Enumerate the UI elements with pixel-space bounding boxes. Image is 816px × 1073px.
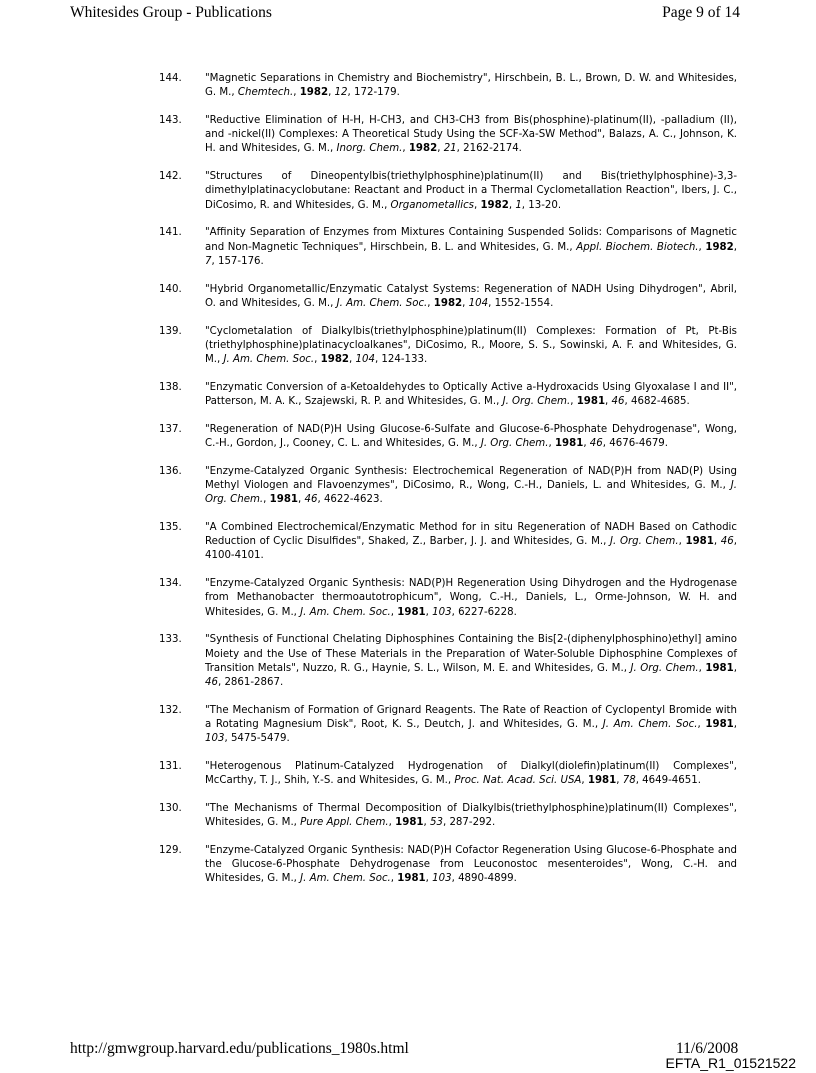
volume-number: 46 bbox=[589, 438, 603, 450]
publication-entry bbox=[159, 114, 737, 157]
page-range: 1552-1554. bbox=[494, 297, 554, 309]
publication-year: 1981 bbox=[587, 775, 617, 787]
publication-citation: "Heterogenous Platinum-Catalyzed Hydrogenation of Dialkyl(diolefin)platinum(II) Complexes", McCarthy, T. J., Shih, Y.-S. and Whitesides, G. M., Proc. Nat. Acad. Sci. USA, 1981, 78, 4649-4651. bbox=[205, 761, 737, 787]
journal-name: Appl. Biochem. Biotech. bbox=[576, 241, 699, 253]
journal-name: Inorg. Chem. bbox=[336, 143, 403, 155]
publication-number: 139. bbox=[159, 325, 182, 337]
citation-text: "Heterogenous Platinum-Catalyzed Hydrogenation of Dialkyl(diolefin)platinum(II) Complexes", McCarthy, T. J., Shih, Y.-S. and Whitesides, G. M., bbox=[205, 761, 737, 787]
citation-text: "The Mechanisms of Thermal Decomposition of Dialkylbis(triethylphosphine)platinum(II) Complexes", Whitesides, G. M., bbox=[205, 803, 737, 829]
volume-number: 21 bbox=[443, 143, 457, 155]
publication-year: 1981 bbox=[576, 396, 606, 408]
citation-text: "Reductive Elimination of H-H, H-CH3, and CH3-CH3 from Bis(phosphine)-platinum(II), -palladium (II), and -nickel(II) Complexes: A Theoretical Study Using the SCF-Xa-SW Method", Balazs, A. C., Johnson, K. H. and Whitesides, G. M., bbox=[205, 115, 737, 155]
citation-text: "Enzyme-Catalyzed Organic Synthesis: NAD(P)H Regeneration Using Dihydrogen and the Hydrogenase from Methanobacter thermoautotrophicum", Wong, C.-H., Daniels, L., Orme-Johnson, W. H. and Whitesides, G. M., bbox=[205, 578, 737, 618]
page-range: 4649-4651. bbox=[642, 775, 701, 787]
publication-number: 133. bbox=[159, 634, 182, 646]
footer-date: 11/6/2008 bbox=[676, 1040, 739, 1057]
publication-entry bbox=[159, 465, 737, 508]
volume-number: 46 bbox=[205, 677, 218, 689]
publication-citation: "Enzyme-Catalyzed Organic Synthesis: NAD(P)H Cofactor Regeneration Using Glucose-6-Phosphate and the Glucose-6-Phosphate Dehydrogenase from Leuconostoc mesenteroides", Wong, C.-H. and Whitesides, G. M., J. Am. Chem. Soc., 1981, 103, 4890-4899. bbox=[205, 845, 737, 885]
citation-text: "Regeneration of NAD(P)H Using Glucose-6-Sulfate and Glucose-6-Phosphate Dehydrogenase", Wong, C.-H., Gordon, J., Cooney, C. L. and Whitesides, G. M., bbox=[205, 423, 737, 450]
publication-entry bbox=[159, 423, 737, 451]
publication-number: 137. bbox=[159, 423, 182, 435]
publication-entry bbox=[159, 325, 737, 368]
publication-entry bbox=[159, 760, 737, 788]
volume-number: 12 bbox=[334, 87, 348, 99]
page-range: 2861-2867. bbox=[224, 677, 284, 689]
citation-text: "Magnetic Separations in Chemistry and Biochemistry", Hirschbein, B. L., Brown, D. W. and Whitesides, G. M., bbox=[205, 73, 737, 99]
citation-text: "Synthesis of Functional Chelating Diphosphines Containing the Bis[2-(diphenylphosphino)ethyl] amino Moiety and the Use of These Materials in the Preparation of Water-Soluble Diphosphine Complexes of Transition Metals", Nuzzo, R. G., Haynie, S. L., Wilson, M. E. and Whitesides, G. M., bbox=[205, 634, 737, 674]
publication-number: 140. bbox=[159, 283, 182, 295]
publication-citation: "The Mechanism of Formation of Grignard Reagents. The Rate of Reaction of Cyclopentyl Bromide with a Rotating Magnesium Disk", Root, K. S., Deutch, J. and Whitesides, G. M., J. Am. Chem. Soc., 1981, 103, 5475-5479. bbox=[205, 704, 737, 745]
publication-citation: "Enzymatic Conversion of a-Ketoaldehydes to Optically Active a-Hydroxacids Using Glyoxalase I and II", Patterson, M. A. K., Szajewski, R. P. and Whitesides, G. M., J. Org. Chem., 1981, 46, 4682-4685. bbox=[205, 381, 737, 408]
publication-number: 141. bbox=[159, 227, 182, 239]
publication-year: 1981 bbox=[705, 662, 734, 674]
publication-number: 138. bbox=[159, 381, 182, 393]
volume-number: 104 bbox=[468, 297, 489, 309]
page-range: 287-292. bbox=[449, 817, 496, 829]
journal-name: Chemtech. bbox=[237, 87, 294, 99]
publication-year: 1982 bbox=[408, 143, 438, 155]
publication-entry bbox=[159, 802, 737, 830]
journal-name: J. Org. Chem. bbox=[610, 536, 679, 548]
footer-url[interactable]: http://gmwgroup.harvard.edu/publications_1980s.html bbox=[70, 1040, 409, 1057]
publication-citation: "Structures of Dineopentylbis(triethylphosphine)platinum(II) and Bis(triethylphosphine)-3,3-dimethylplatinacyclobutane: Reactant and Product in a Thermal Cyclometallation Reaction", Ibers, J. C., DiCosimo, R. and Whitesides, G. M., Organometallics, 1982, 1, 13-20. bbox=[205, 171, 737, 211]
page-range: 5475-5479. bbox=[230, 733, 290, 745]
publication-number: 144. bbox=[159, 73, 182, 84]
page-range: 2162-2174. bbox=[463, 143, 522, 155]
publication-citation: "A Combined Electrochemical/Enzymatic Method for in situ Regeneration of NADH Based on Cathodic Reduction of Cyclic Disulfides", Shaked, Z., Barber, J. J. and Whitesides, G. M., J. Org. Chem., 1981, 46, 4100-4101. bbox=[205, 522, 737, 562]
page-range: 124-133. bbox=[381, 354, 428, 366]
journal-name: J. Org. Chem. bbox=[630, 662, 699, 674]
page-number: Page 9 of 14 bbox=[662, 4, 740, 21]
publication-year: 1982 bbox=[705, 241, 734, 253]
publication-entry bbox=[159, 633, 737, 690]
volume-number: 46 bbox=[720, 536, 734, 548]
publication-number: 129. bbox=[159, 845, 182, 857]
page-range: 172-179. bbox=[354, 87, 400, 99]
publication-year: 1981 bbox=[395, 817, 424, 829]
publication-number: 135. bbox=[159, 522, 182, 534]
publication-number: 132. bbox=[159, 704, 182, 716]
publication-number: 143. bbox=[159, 115, 182, 126]
publication-citation: "Reductive Elimination of H-H, H-CH3, and CH3-CH3 from Bis(phosphine)-platinum(II), -palladium (II), and -nickel(II) Complexes: A Theoretical Study Using the SCF-Xa-SW Method", Balazs, A. C., Johnson, K. H. and Whitesides, G. M., Inorg. Chem., 1982, 21, 2162-2174. bbox=[205, 115, 737, 155]
publication-entry bbox=[159, 844, 737, 887]
publication-citation: "Synthesis of Functional Chelating Diphosphines Containing the Bis[2-(diphenylphosphino)ethyl] amino Moiety and the Use of These Materials in the Preparation of Water-Soluble Diphosphine Complexes of Transition Metals", Nuzzo, R. G., Haynie, S. L., Wilson, M. E. and Whitesides, G. M., J. Org. Chem., 1981, 46, 2861-2867. bbox=[205, 634, 737, 689]
publication-citation: "Enzyme-Catalyzed Organic Synthesis: Electrochemical Regeneration of NAD(P)H from NAD(P) Using Methyl Viologen and Flavoenzymes", DiCosimo, R., Wong, C.-H., Daniels, L. and Whitesides, G. M., J. Org. Chem., 1981, 46, 4622-4623. bbox=[205, 465, 737, 506]
citation-text: "Affinity Separation of Enzymes from Mixtures Containing Suspended Solids: Comparisons of Magnetic and Non-Magnetic Techniques", Hirschbein, B. L. and Whitesides, G. M., bbox=[205, 227, 737, 253]
page-header-title: Whitesides Group - Publications bbox=[70, 4, 272, 21]
journal-name: J. Am. Chem. Soc. bbox=[223, 354, 315, 366]
journal-name: J. Org. Chem. bbox=[502, 396, 571, 408]
page-range: 4676-4679. bbox=[609, 438, 669, 450]
journal-name: J. Am. Chem. Soc. bbox=[336, 297, 428, 309]
publication-entry bbox=[159, 170, 737, 213]
volume-number: 1 bbox=[515, 199, 522, 211]
journal-name: J. Org. Chem. bbox=[205, 480, 737, 506]
journal-name: J. Am. Chem. Soc. bbox=[300, 873, 391, 885]
citation-text: "Cyclometalation of Dialkylbis(triethylphosphine)platinum(II) Complexes: Formation of Pt, Pt-Bis (triethylphosphine)platinacycloalkanes", DiCosimo, R., Moore, S. S., Sowinski, A. F. and Whitesides, G. M., bbox=[205, 325, 737, 366]
citation-text: "Structures of Dineopentylbis(triethylphosphine)platinum(II) and Bis(triethylphosphine)-3,3-dimethylplatinacyclobutane: Reactant and Product in a Thermal Cyclometallation Reaction", Ibers, J. C., DiCosimo, R. and Whitesides, G. M., bbox=[205, 171, 737, 211]
page-range: 4622-4623. bbox=[323, 494, 383, 506]
publication-entry bbox=[159, 381, 737, 409]
publication-number: 130. bbox=[159, 803, 182, 815]
publication-citation: "Hybrid Organometallic/Enzymatic Catalyst Systems: Regeneration of NADH Using Dihydrogen", Abril, O. and Whitesides, G. M., J. Am. Chem. Soc., 1982, 104, 1552-1554. bbox=[205, 283, 737, 309]
volume-number: 46 bbox=[304, 494, 318, 506]
publication-entry bbox=[159, 283, 737, 311]
journal-name: J. Am. Chem. Soc. bbox=[300, 606, 391, 618]
publication-citation: "Regeneration of NAD(P)H Using Glucose-6-Sulfate and Glucose-6-Phosphate Dehydrogenase", Wong, C.-H., Gordon, J., Cooney, C. L. and Whitesides, G. M., J. Org. Chem., 1981, 46, 4676-4679. bbox=[205, 423, 737, 450]
publication-citation: "Magnetic Separations in Chemistry and Biochemistry", Hirschbein, B. L., Brown, D. W. and Whitesides, G. M., Chemtech., 1982, 12, 172-179. bbox=[205, 73, 737, 99]
document-stamp: EFTA_R1_01521522 bbox=[665, 1055, 796, 1071]
publication-citation: "The Mechanisms of Thermal Decomposition of Dialkylbis(triethylphosphine)platinum(II) Complexes", Whitesides, G. M., Pure Appl. Chem., 1981, 53, 287-292. bbox=[205, 803, 737, 829]
publication-year: 1981 bbox=[397, 873, 426, 885]
publication-citation: "Affinity Separation of Enzymes from Mixtures Containing Suspended Solids: Comparisons of Magnetic and Non-Magnetic Techniques", Hirschbein, B. L. and Whitesides, G. M., Appl. Biochem. Biotech., 1982, 7, 157-176. bbox=[205, 227, 737, 267]
volume-number: 103 bbox=[432, 606, 452, 618]
page-range: 4890-4899. bbox=[458, 873, 517, 885]
journal-name: Pure Appl. Chem. bbox=[300, 817, 389, 829]
publication-number: 131. bbox=[159, 761, 182, 773]
publication-number: 134. bbox=[159, 578, 182, 590]
publication-citation: "Enzyme-Catalyzed Organic Synthesis: NAD(P)H Regeneration Using Dihydrogen and the Hydrogenase from Methanobacter thermoautotrophicum", Wong, C.-H., Daniels, L., Orme-Johnson, W. H. and Whitesides, G. M., J. Am. Chem. Soc., 1981, 103, 6227-6228. bbox=[205, 578, 737, 618]
volume-number: 103 bbox=[205, 733, 225, 745]
page-range: 157-176. bbox=[217, 255, 264, 267]
publication-entry bbox=[159, 521, 737, 564]
volume-number: 104 bbox=[355, 354, 375, 366]
publication-year: 1982 bbox=[480, 199, 509, 211]
publication-list bbox=[159, 72, 737, 900]
page-range: 4100-4101. bbox=[205, 550, 264, 562]
volume-number: 103 bbox=[432, 873, 452, 885]
citation-text: "Enzymatic Conversion of a-Ketoaldehydes to Optically Active a-Hydroxacids Using Glyoxalase I and II", Patterson, M. A. K., Szajewski, R. P. and Whitesides, G. M., bbox=[205, 381, 737, 408]
publication-citation: "Cyclometalation of Dialkylbis(triethylphosphine)platinum(II) Complexes: Formation of Pt, Pt-Bis (triethylphosphine)platinacycloalkanes", DiCosimo, R., Moore, S. S., Sowinski, A. F. and Whitesides, G. M., J. Am. Chem. Soc., 1982, 104, 124-133. bbox=[205, 325, 737, 366]
citation-text: "Hybrid Organometallic/Enzymatic Catalyst Systems: Regeneration of NADH Using Dihydrogen", Abril, O. and Whitesides, G. M., bbox=[205, 283, 737, 309]
volume-number: 46 bbox=[611, 396, 625, 408]
publication-entry bbox=[159, 577, 737, 620]
publication-number: 136. bbox=[159, 465, 182, 477]
publication-year: 1981 bbox=[705, 719, 734, 731]
publication-entry bbox=[159, 72, 737, 100]
citation-text: "A Combined Electrochemical/Enzymatic Method for in situ Regeneration of NADH Based on Cathodic Reduction of Cyclic Disulfides", Shaked, Z., Barber, J. J. and Whitesides, G. M., bbox=[205, 522, 737, 548]
publication-year: 1982 bbox=[320, 354, 349, 366]
volume-number: 7 bbox=[205, 255, 212, 267]
citation-text: "Enzyme-Catalyzed Organic Synthesis: Electrochemical Regeneration of NAD(P)H from NAD(P) Using Methyl Viologen and Flavoenzymes", DiCosimo, R., Wong, C.-H., Daniels, L. and Whitesides, G. M., bbox=[205, 465, 737, 492]
publication-number: 142. bbox=[159, 171, 182, 183]
publication-year: 1981 bbox=[685, 536, 714, 548]
journal-name: Organometallics bbox=[390, 199, 474, 211]
page-range: 6227-6228. bbox=[458, 606, 517, 618]
citation-text: "The Mechanism of Formation of Grignard Reagents. The Rate of Reaction of Cyclopentyl Bromide with a Rotating Magnesium Disk", Root, K. S., Deutch, J. and Whitesides, G. M., bbox=[205, 704, 737, 731]
page-range: 4682-4685. bbox=[630, 396, 690, 408]
publication-year: 1981 bbox=[554, 438, 584, 450]
page-range: 13-20. bbox=[528, 199, 562, 211]
volume-number: 78 bbox=[622, 775, 636, 787]
volume-number: 53 bbox=[430, 817, 443, 829]
journal-name: J. Am. Chem. Soc. bbox=[602, 719, 698, 731]
publication-year: 1981 bbox=[397, 606, 426, 618]
citation-text: "Enzyme-Catalyzed Organic Synthesis: NAD(P)H Cofactor Regeneration Using Glucose-6-Phosphate and the Glucose-6-Phosphate Dehydrogenase from Leuconostoc mesenteroides", Wong, C.-H. and Whitesides, G. M., bbox=[205, 845, 737, 885]
publication-year: 1982 bbox=[299, 87, 329, 99]
journal-name: Proc. Nat. Acad. Sci. USA bbox=[454, 775, 582, 787]
publication-entry bbox=[159, 704, 737, 747]
publication-year: 1982 bbox=[433, 297, 463, 309]
publication-year: 1981 bbox=[269, 494, 298, 506]
journal-name: J. Org. Chem. bbox=[480, 438, 549, 450]
publication-entry bbox=[159, 226, 737, 269]
